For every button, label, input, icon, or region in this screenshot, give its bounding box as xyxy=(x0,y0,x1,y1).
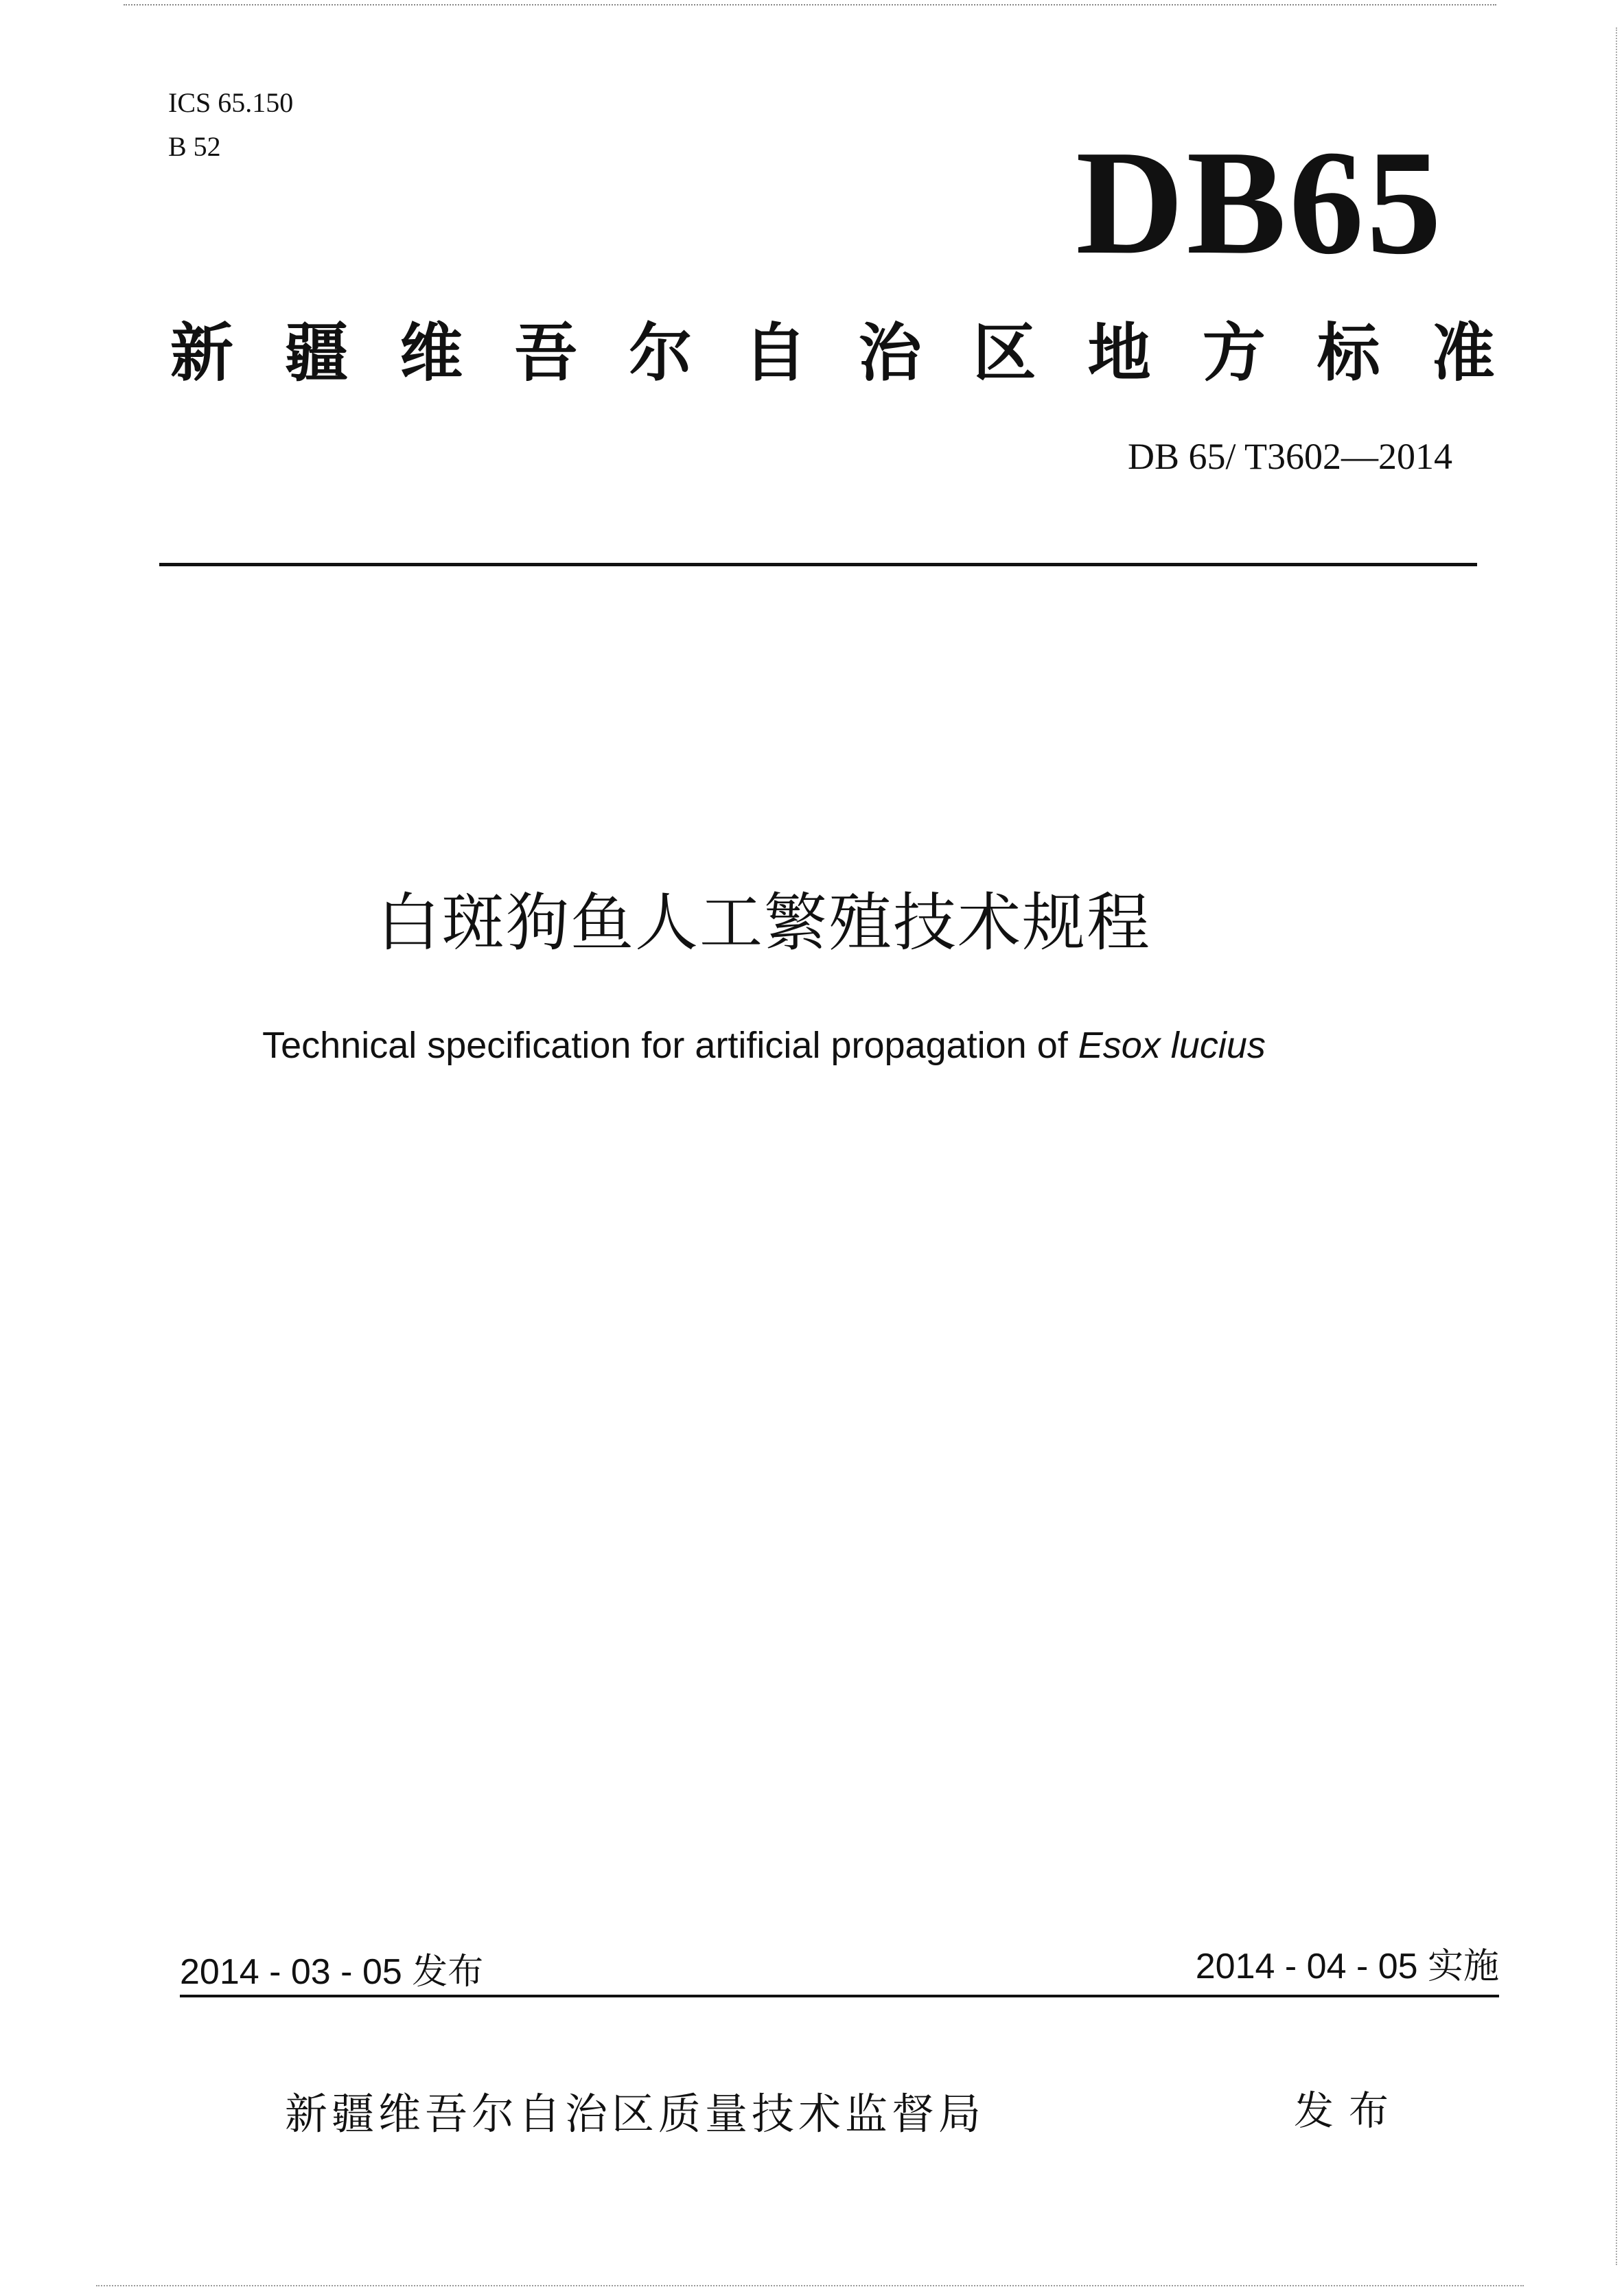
standard-type-char: 标 xyxy=(1316,316,1380,390)
ccs-code: B 52 xyxy=(168,131,221,162)
species-name: Esox lucius xyxy=(1078,1025,1266,1066)
scan-edge-top xyxy=(124,4,1496,5)
publisher-name: 新疆维吾尔自治区质量技术监督局 xyxy=(285,2089,986,2139)
standard-type-char: 准 xyxy=(1431,316,1495,390)
publish-label: 发布 xyxy=(1294,2087,1404,2134)
standard-type-heading xyxy=(170,312,1495,395)
standard-type-char: 维 xyxy=(399,316,463,390)
standard-type-char: 方 xyxy=(1202,316,1266,390)
scan-edge-bottom xyxy=(96,2285,1524,2286)
scan-edge-right xyxy=(1616,27,1617,2265)
standard-type-char: 区 xyxy=(973,316,1036,390)
english-title-text: Technical specification for artificial propagation of xyxy=(262,1025,1078,1066)
implementation-date: 2014 - 04 - 05 实施 xyxy=(1195,1947,1499,1986)
standard-type-char: 自 xyxy=(743,316,807,390)
standard-type-char: 地 xyxy=(1087,316,1151,390)
standard-type-char: 疆 xyxy=(285,316,349,390)
standard-number: DB 65/ T3602—2014 xyxy=(1127,436,1452,477)
document-title-english xyxy=(0,1021,1624,1069)
issue-date: 2014 - 03 - 05 发布 xyxy=(180,1952,484,1992)
db65-logo: DB65 xyxy=(1076,120,1444,286)
standard-type-char: 尔 xyxy=(629,316,693,390)
header-divider xyxy=(159,563,1477,566)
standard-type-char: 治 xyxy=(858,316,922,390)
document-title-chinese: 白斑狗鱼人工繁殖技术规程 xyxy=(376,886,1151,960)
ics-code: ICS 65.150 xyxy=(168,87,294,118)
standard-type-char: 新 xyxy=(170,316,234,390)
standard-type-char: 吾 xyxy=(514,316,578,390)
footer-divider xyxy=(180,1995,1499,1997)
